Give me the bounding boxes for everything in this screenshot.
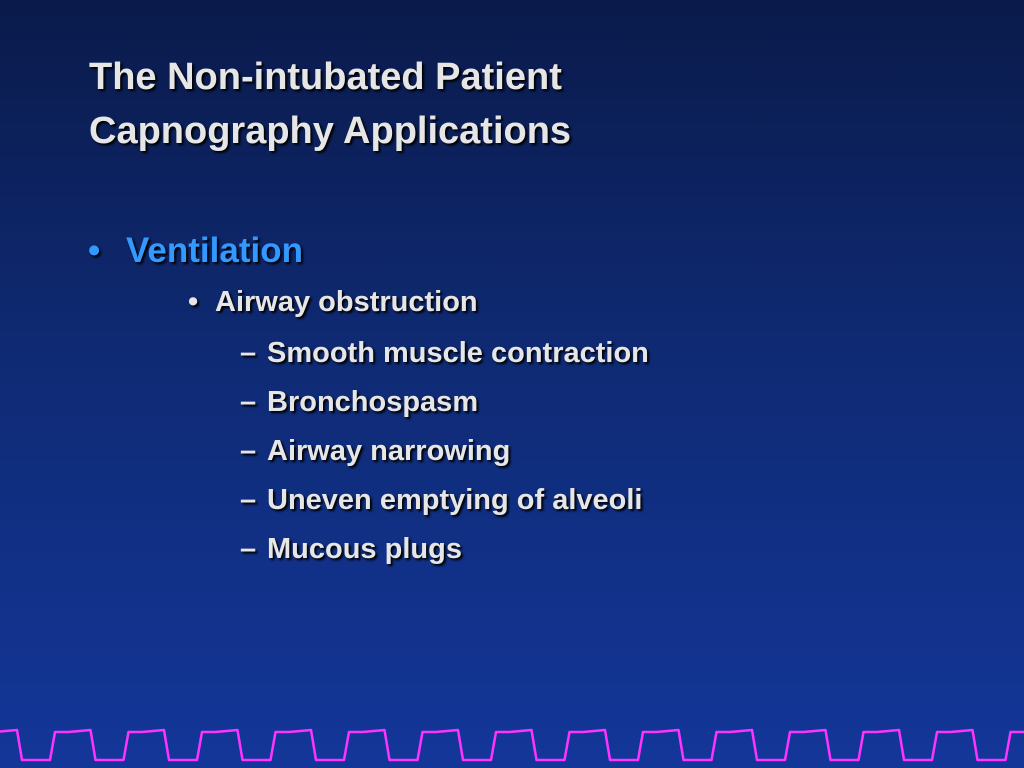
dash-marker: – [240,533,257,565]
bullet-text: Ventilation [126,231,303,270]
capnogram-waveform-icon [0,698,1024,768]
sub-bullet-item [240,435,510,468]
sub-bullet-item [240,386,478,419]
dash-marker: – [240,386,257,418]
waveform-line [0,730,1024,760]
dash-marker: – [240,337,257,369]
sub-bullet-text: Mucous plugs [267,533,462,565]
title-line-2: Capnography Applications [89,110,572,152]
title-line-1: The Non-intubated Patient [89,56,562,98]
sub-bullet-text: Airway narrowing [267,435,511,467]
sub-bullet-text: Uneven emptying of alveoli [267,484,643,516]
sub-bullet-item [240,484,642,517]
sub-bullet-text: Bronchospasm [267,386,479,418]
dash-marker: – [240,484,257,516]
bullet-marker: • [88,231,101,270]
dash-marker: – [240,435,257,467]
sub-bullet-text: Smooth muscle contraction [267,337,649,369]
bullet-ventilation [88,231,303,271]
bullet-airway-obstruction [188,286,478,319]
bullet-text: Airway obstruction [215,286,478,318]
sub-bullet-item [240,533,462,566]
sub-bullet-item [240,337,649,370]
bullet-marker: • [188,286,199,318]
slide-title [89,50,571,158]
